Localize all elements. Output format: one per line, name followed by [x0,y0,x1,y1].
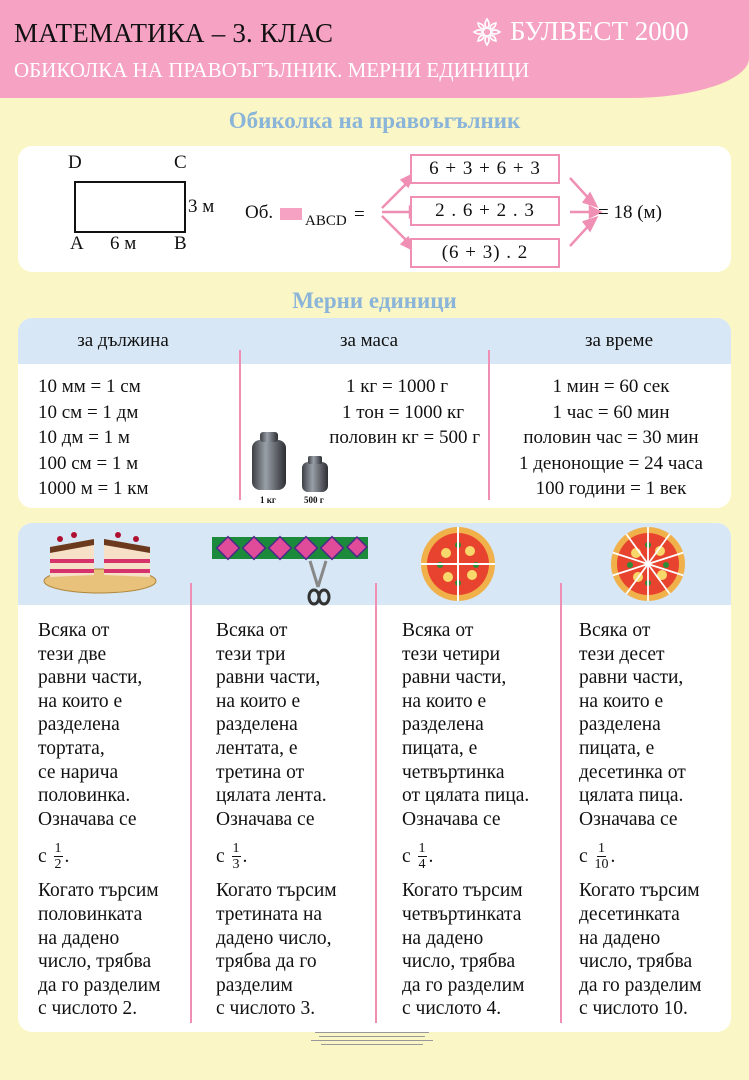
fraction-description: Всяка от тези четири равни части, на които е разделена пицата, е четвъртинка от цялата пица. Означава се [402,620,530,830]
vertex-d: D [68,152,82,173]
mass-row: половин кг = 500 г [329,427,480,448]
perimeter-result: = 18 (м) [598,202,662,223]
length-row: 1000 м = 1 км [38,478,149,499]
units-divider [488,350,490,500]
length-list [38,374,149,502]
fraction-description: Всяка от тези две равни части, на които е разделена тортата, се нарича половинка. Означава се [38,620,143,830]
fraction-third: 1 3 [232,840,240,872]
brand-logo [472,16,689,47]
side-bottom-length: 6 м [110,233,137,254]
time-row: 100 години = 1 век [535,478,687,499]
weights-icon [246,426,336,506]
expression-box-3: (6 + 3) . 2 [410,238,560,268]
side-right-length: 3 м [188,196,215,217]
formula-prefix: Об. [245,202,274,223]
weight-small-label: 500 г [304,495,324,505]
fractions-panel [18,523,731,1032]
length-row: 10 дм = 1 м [38,427,130,448]
formula-equals: = [354,204,365,225]
time-row: 1 час = 60 мин [552,401,670,423]
time-row: половин час = 30 мин [523,427,699,448]
fraction-half: 1 2 [54,840,62,872]
perimeter-title: Обиколка на правоъгълник [228,108,521,133]
formula-subscript: ABCD [305,213,347,229]
fraction-quarter-column [402,619,570,1021]
fraction-rule: Когато търсим третината на дадено число, трябва да го разделим с числото 3. [216,880,337,1020]
expression-box-1: 6 + 3 + 6 + 3 [410,154,560,184]
brand-name: БУЛВЕСТ 2000 [510,16,689,46]
fraction-symbol: с 1 4 . [402,840,434,872]
units-panel [18,318,731,508]
fraction-rule: Когато търсим четвъртинката на дадено число, трябва да го разделим с числото 4. [402,880,525,1020]
vertex-c: C [174,152,187,173]
fraction-description: Всяка от тези три равни части, на които е разделена лентата, е третина от цялата лента. Означава се [216,620,327,830]
page-subtitle: ОБИКОЛКА НА ПРАВОЪГЪЛНИК. МЕРНИ ЕДИНИЦИ [14,58,530,82]
brand-flower-icon [472,17,502,47]
publisher-fine-print [307,1030,437,1070]
pizza-quarters-icon [418,525,498,603]
mass-header: за маса [339,330,399,351]
header-banner [0,0,749,98]
time-row: 1 мин = 60 сек [552,376,670,397]
fraction-rule: Когато търсим десетинката на дадено число, трябва да го разделим с числото 10. [579,880,702,1020]
perimeter-panel [18,146,731,272]
units-divider [239,350,241,500]
length-row: 10 мм = 1 см [38,376,141,397]
time-header: за време [584,330,654,351]
mass-row: 1 тон = 1000 кг [342,401,464,423]
pizza-tenths-icon [608,525,688,603]
length-header: за дължина [77,330,169,351]
time-row: 1 денонощие = 24 часа [519,452,703,474]
fraction-description: Всяка от тези десет равни части, на които е разделена пицата, е десетинка от цялата пица. Означава се [579,620,686,830]
rectangle-shape [74,181,186,233]
vertex-a: A [70,233,84,254]
formula-pink-mark [280,208,302,220]
units-title: Мерни единици [292,288,457,313]
fraction-third-column [216,619,384,1021]
fraction-tenth: 1 10 [594,840,609,872]
fraction-symbol: с 1 10 . [579,840,616,872]
mass-row: 1 кг = 1000 г [345,376,448,397]
fraction-quarter: 1 4 [418,840,426,872]
expression-box-2: 2 . 6 + 2 . 3 [410,196,560,226]
cake-halves-icon [40,525,160,595]
fraction-half-column [38,619,206,1021]
fraction-tenth-column [579,619,731,1021]
ribbon-scissors-icon [210,531,370,607]
fraction-rule: Когато търсим половинката на дадено число, трябва да го разделим с числото 2. [38,880,161,1020]
time-list [496,374,726,502]
vertex-b: B [174,233,187,254]
weight-big-label: 1 кг [260,495,277,505]
page-title: МАТЕМАТИКА – 3. КЛАС [14,18,334,48]
fraction-symbol: с 1 2 . [38,840,70,872]
fraction-symbol: с 1 3 . [216,840,248,872]
length-row: 10 см = 1 дм [38,401,139,423]
length-row: 100 см = 1 м [38,452,139,474]
